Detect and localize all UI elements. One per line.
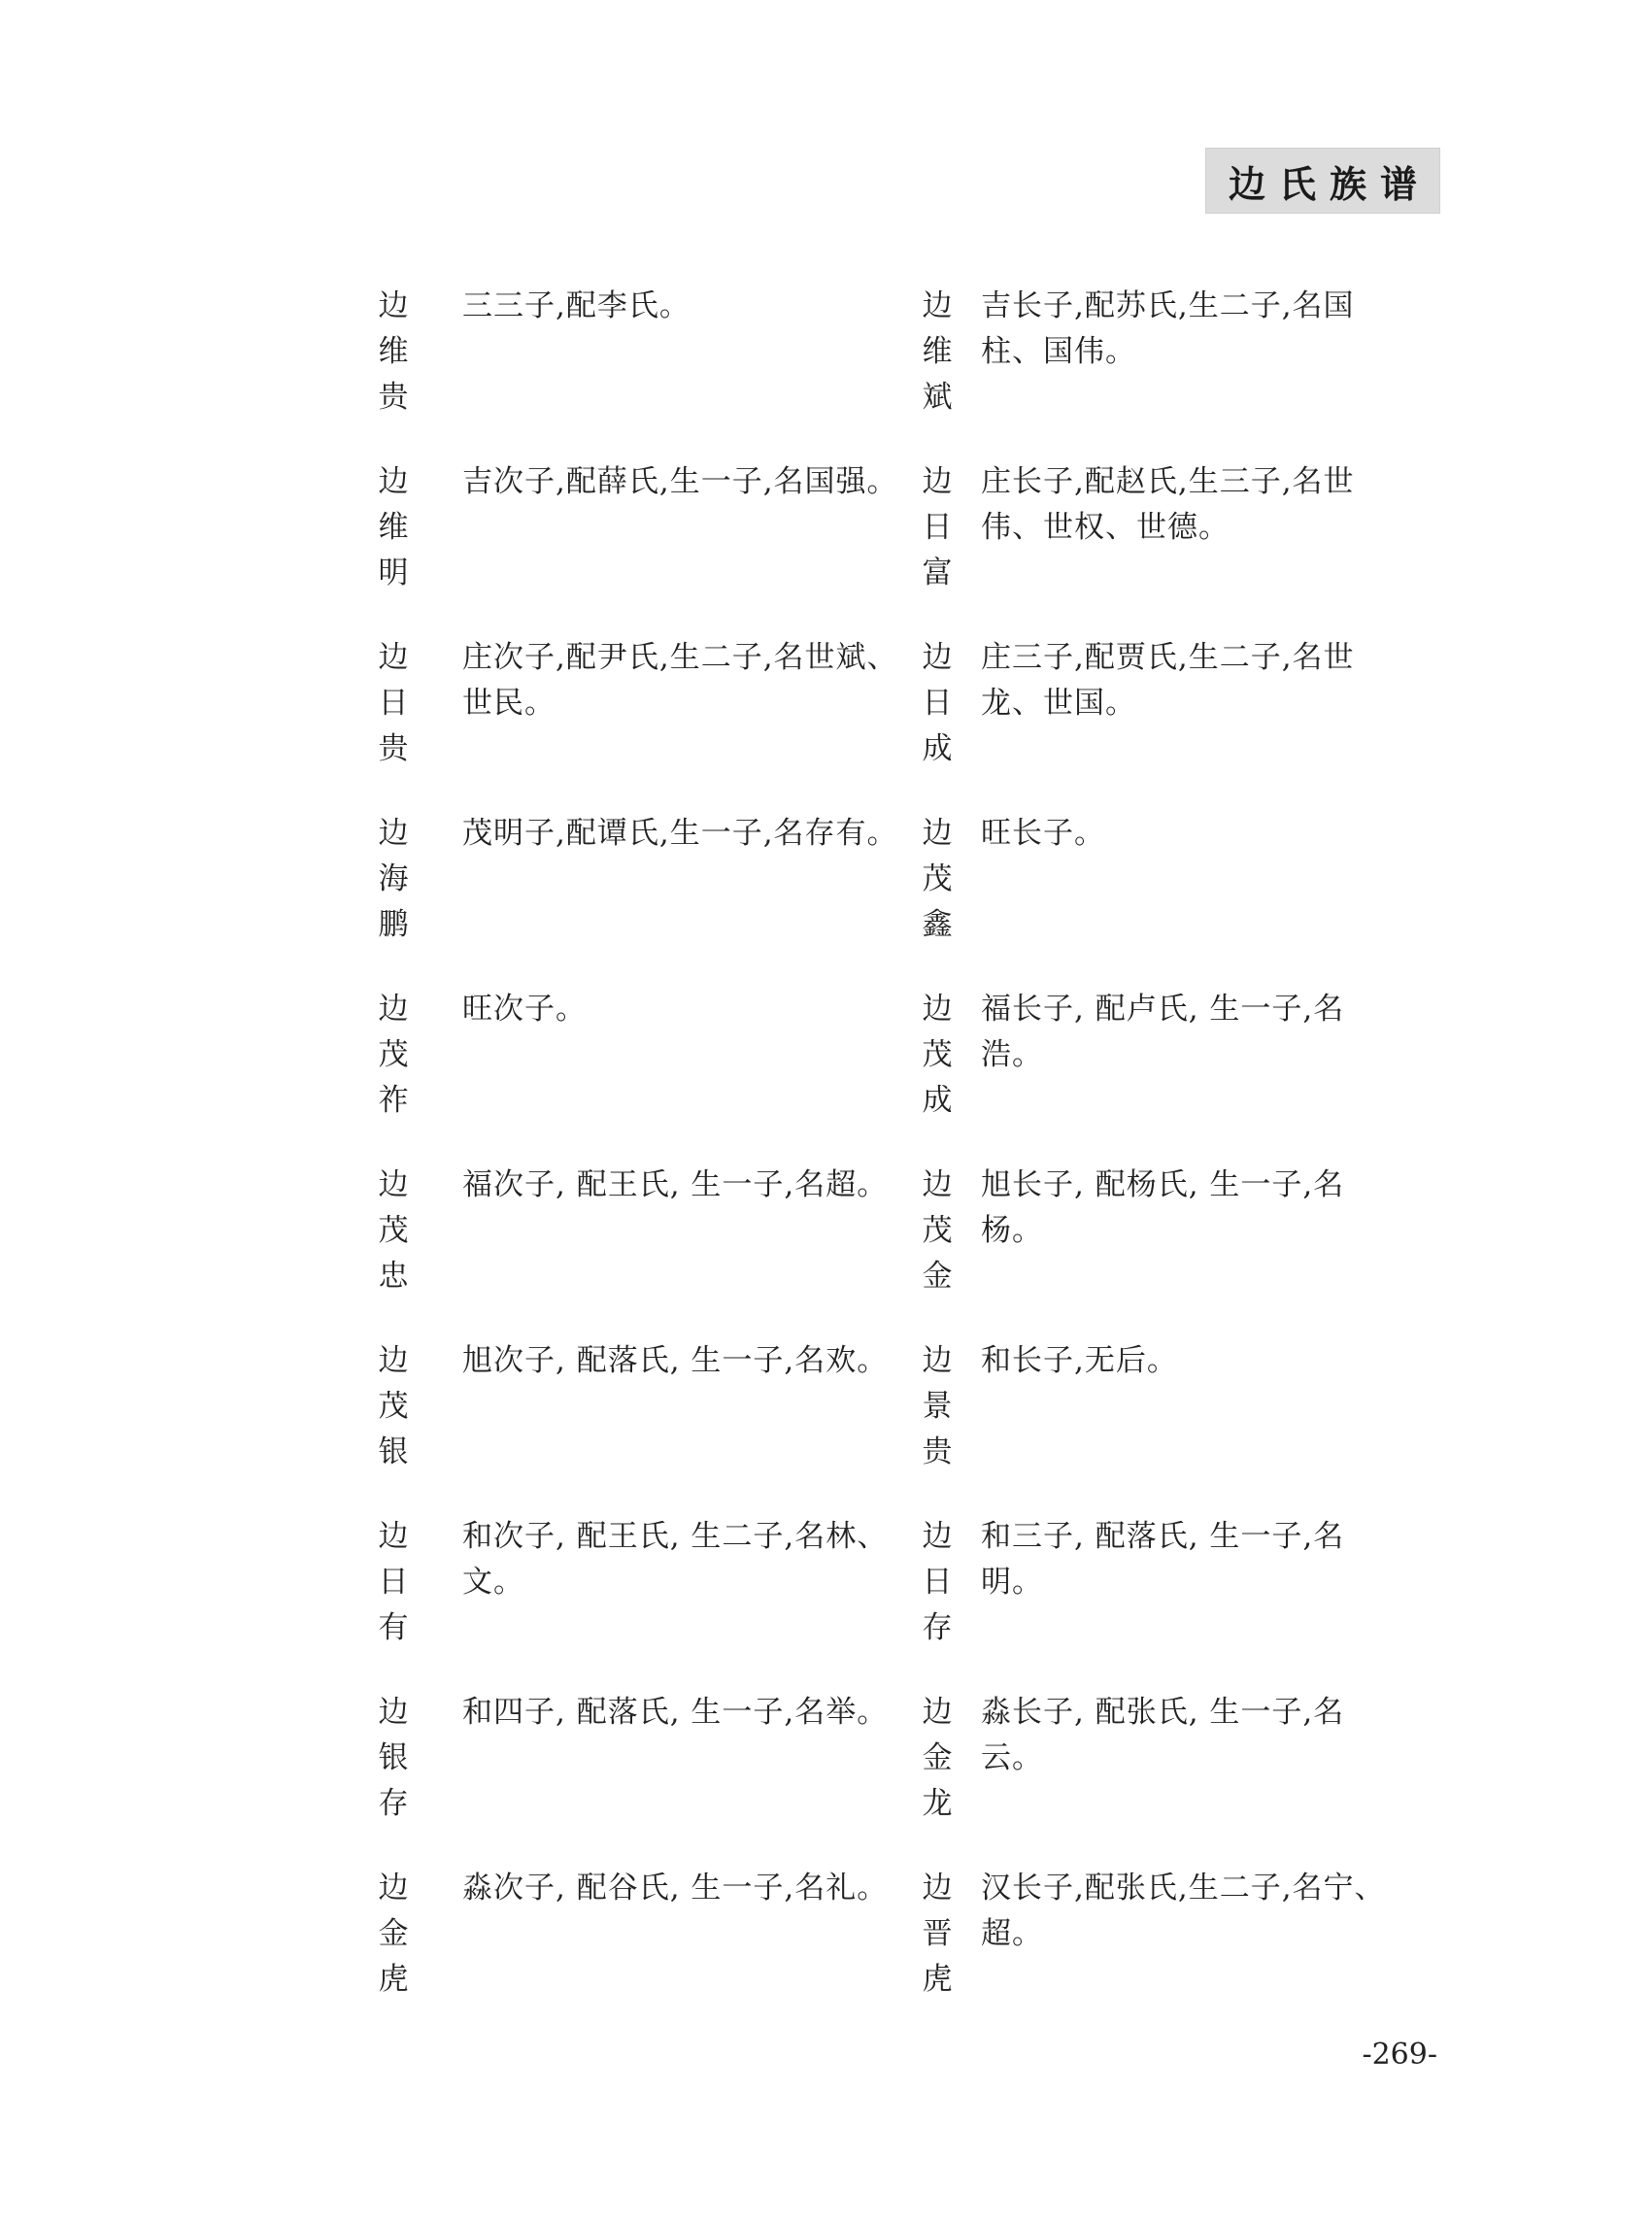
name-character: 边 [378,992,409,1027]
name-character: 景 [922,1389,953,1424]
genealogy-entry [913,1338,1447,1514]
name-character: 贵 [378,380,409,415]
name-character: 日 [922,686,953,721]
person-name [913,635,961,772]
name-character: 茂 [922,861,953,896]
person-description: 旺次子。 [462,992,587,1027]
person-description: 吉次子,配薛氏,生一子,名国强。 [462,464,898,499]
name-character: 龙 [922,1786,953,1821]
genealogy-entry [913,987,1447,1163]
name-character: 边 [922,1695,953,1730]
person-description: 庄长子,配赵氏,生三子,名世伟、世权、世德。 [981,464,1355,545]
genealogy-entry [369,284,913,459]
person-description: 汉长子,配张氏,生二子,名宁、超。 [981,1871,1386,1951]
name-character: 日 [922,1565,953,1600]
person-name [913,1514,961,1651]
person-description: 淼次子, 配谷氏, 生一子,名礼。 [462,1871,889,1906]
person-description: 淼长子, 配张氏, 生一子,名云。 [981,1695,1345,1775]
name-character: 边 [378,464,409,499]
person-name [369,1163,418,1299]
name-character: 晋 [922,1916,953,1951]
name-character: 边 [922,464,953,499]
name-character: 斌 [922,380,953,415]
person-description: 福长子, 配卢氏, 生一子,名浩。 [981,992,1345,1072]
name-character: 茂 [378,1389,409,1424]
name-character: 富 [922,556,953,590]
person-name [913,811,961,948]
name-character: 贵 [378,731,409,766]
person-name [369,1514,418,1651]
name-character: 虎 [922,1962,953,1997]
name-character: 边 [922,816,953,851]
genealogy-entry [369,1514,913,1690]
name-character: 边 [378,288,409,323]
genealogy-entry [913,1690,1447,1866]
person-description: 旭次子, 配落氏, 生一子,名欢。 [462,1343,889,1378]
genealogy-entry [369,635,913,811]
name-character: 金 [922,1740,953,1775]
name-character: 边 [378,1871,409,1906]
genealogy-entry [913,1514,1447,1690]
name-character: 边 [378,1343,409,1378]
name-character: 日 [378,686,409,721]
person-name [369,459,418,596]
header-box [1206,149,1439,213]
person-name [913,459,961,596]
person-name [369,1866,418,2003]
genealogy-entry [913,284,1447,459]
name-character: 明 [378,556,409,590]
name-character: 茂 [378,1213,409,1248]
genealogy-entry [913,1866,1447,2041]
person-description: 和四子, 配落氏, 生一子,名举。 [462,1695,889,1730]
name-character: 边 [922,1871,953,1906]
name-character: 虎 [378,1962,409,1997]
genealogy-entry [913,1163,1447,1338]
name-character: 边 [922,288,953,323]
person-name [369,284,418,421]
name-character: 茂 [922,1037,953,1072]
name-character: 边 [922,1167,953,1202]
person-description: 旺长子。 [981,816,1105,851]
name-character: 边 [922,992,953,1027]
name-character: 存 [922,1610,953,1645]
person-description: 和三子, 配落氏, 生一子,名明。 [981,1519,1345,1600]
genealogy-entry [369,459,913,635]
name-character: 维 [378,334,409,369]
genealogy-entries [369,284,1447,2041]
name-character: 日 [922,510,953,545]
name-character: 维 [378,510,409,545]
genealogy-entry [369,1690,913,1866]
person-name [369,987,418,1124]
name-character: 忠 [378,1259,409,1294]
name-character: 日 [378,1565,409,1600]
person-description: 福次子, 配王氏, 生一子,名超。 [462,1167,889,1202]
genealogy-entry [369,1163,913,1338]
name-character: 金 [378,1916,409,1951]
person-name [369,811,418,948]
name-character: 边 [378,640,409,675]
name-character: 鑫 [922,907,953,942]
person-description: 庄次子,配尹氏,生二子,名世斌、世民。 [462,640,898,721]
genealogy-entry [369,987,913,1163]
name-character: 成 [922,1083,953,1118]
name-character: 金 [922,1259,953,1294]
name-character: 边 [378,1167,409,1202]
person-name [369,635,418,772]
genealogy-entry [369,1866,913,2041]
person-description: 吉长子,配苏氏,生二子,名国柱、国伟。 [981,288,1355,369]
name-character: 边 [922,1519,953,1554]
name-character: 银 [378,1740,409,1775]
person-description: 旭长子, 配杨氏, 生一子,名杨。 [981,1167,1345,1248]
person-name [913,1338,961,1475]
name-character: 边 [378,816,409,851]
person-name [913,284,961,421]
name-character: 边 [922,640,953,675]
name-character: 海 [378,861,409,896]
genealogy-entry [369,1338,913,1514]
person-description: 茂明子,配谭氏,生一子,名存有。 [462,816,898,851]
person-description: 和次子, 配王氏, 生二子,名林、文。 [462,1519,889,1600]
name-character: 边 [378,1695,409,1730]
name-character: 祚 [378,1083,409,1118]
genealogy-entry [913,811,1447,987]
name-character: 成 [922,731,953,766]
person-name [913,987,961,1124]
person-description: 三三子,配李氏。 [462,288,691,323]
name-character: 维 [922,334,953,369]
page-number: -269- [1362,2038,1437,2072]
person-name [369,1690,418,1827]
name-character: 边 [922,1343,953,1378]
name-character: 茂 [378,1037,409,1072]
person-description: 和长子,无后。 [981,1343,1178,1378]
person-description: 庄三子,配贾氏,生二子,名世龙、世国。 [981,640,1355,721]
genealogy-entry [913,459,1447,635]
person-name [913,1866,961,2003]
genealogy-entry [369,811,913,987]
name-character: 银 [378,1434,409,1469]
name-character: 鹏 [378,907,409,942]
person-name [369,1338,418,1475]
name-character: 有 [378,1610,409,1645]
genealogy-entry [913,635,1447,811]
name-character: 存 [378,1786,409,1821]
person-name [913,1690,961,1827]
name-character: 边 [378,1519,409,1554]
person-name [913,1163,961,1299]
page-title: 边氏族谱 [1228,161,1431,206]
name-character: 贵 [922,1434,953,1469]
name-character: 茂 [922,1213,953,1248]
